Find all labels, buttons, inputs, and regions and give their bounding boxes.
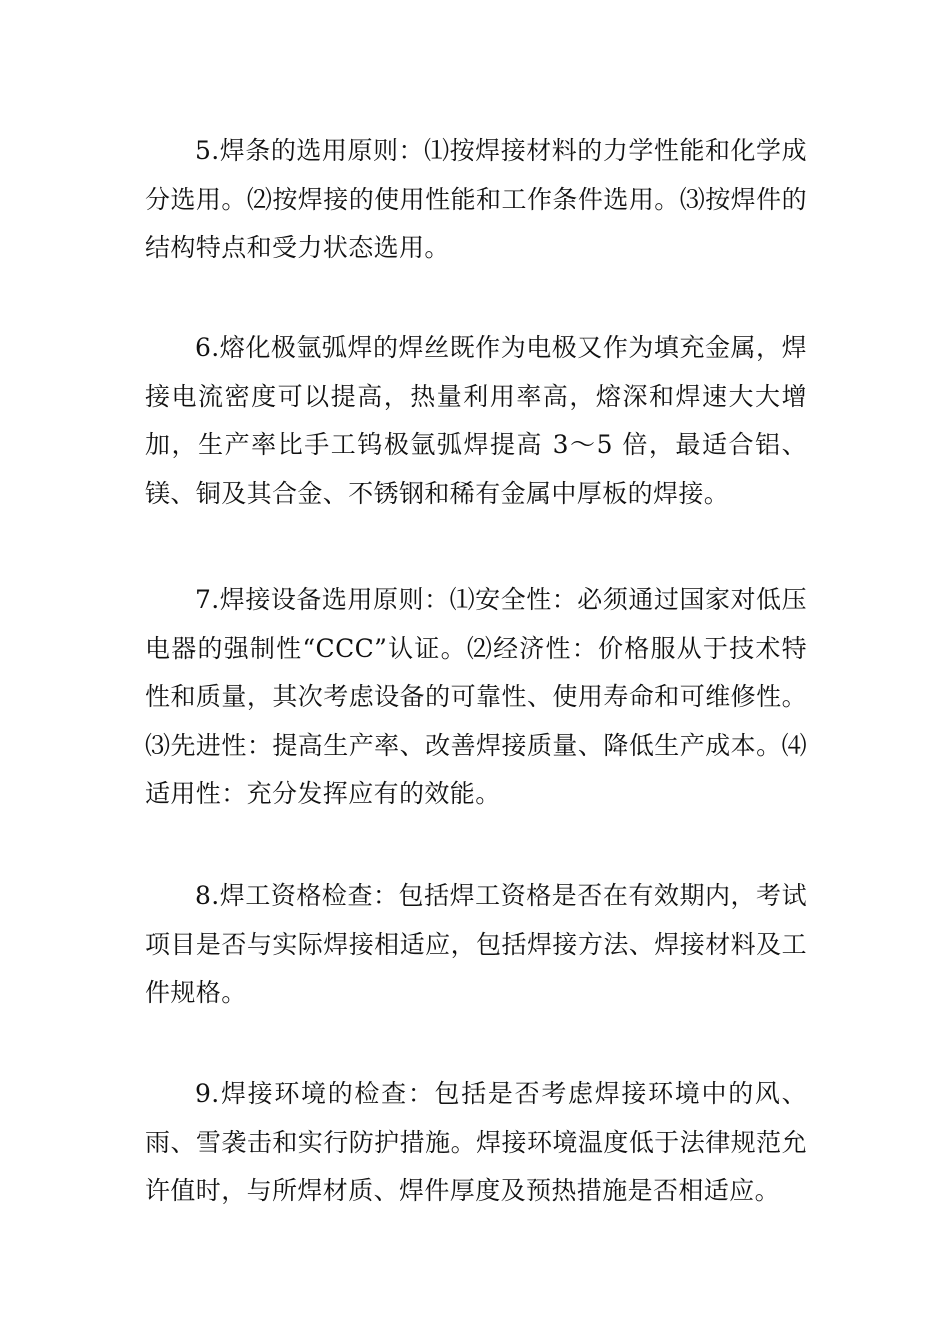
paragraph-8: 8.焊工资格检查：包括焊工资格是否在有效期内，考试项目是否与实际焊接相适应，包括焊接方法、焊接材料及工件规格。 — [145, 881, 807, 1007]
paragraph-9: 9.焊接环境的检查：包括是否考虑焊接环境中的风、雨、雪袭击和实行防护措施。焊接环境温度低于法律规范允许值时，与所焊材质、焊件厚度及预热措施是否相适应。 — [145, 1079, 807, 1205]
paragraph-7: 7.焊接设备选用原则：⑴安全性：必须通过国家对低压电器的强制性“CCC”认证。⑵经济性：价格服从于技术特性和质量，其次考虑设备的可靠性、使用寿命和可维修性。⑶先进性：提高生产率、改善焊接质量、降低生产成本。⑷适用性：充分发挥应有的效能。 — [145, 585, 807, 808]
paragraph-6: 6.熔化极氩弧焊的焊丝既作为电极又作为填充金属，焊接电流密度可以提高，热量利用率高，熔深和焊速大大增加，生产率比手工钨极氩弧焊提高 3～5 倍，最适合铝、镁、铜及其合金、不锈钢和稀有金属中厚板的焊接。 — [145, 333, 807, 508]
paragraph-5: 5.焊条的选用原则：⑴按焊接材料的力学性能和化学成分选用。⑵按焊接的使用性能和工作条件选用。⑶按焊件的结构特点和受力状态选用。 — [145, 136, 807, 262]
